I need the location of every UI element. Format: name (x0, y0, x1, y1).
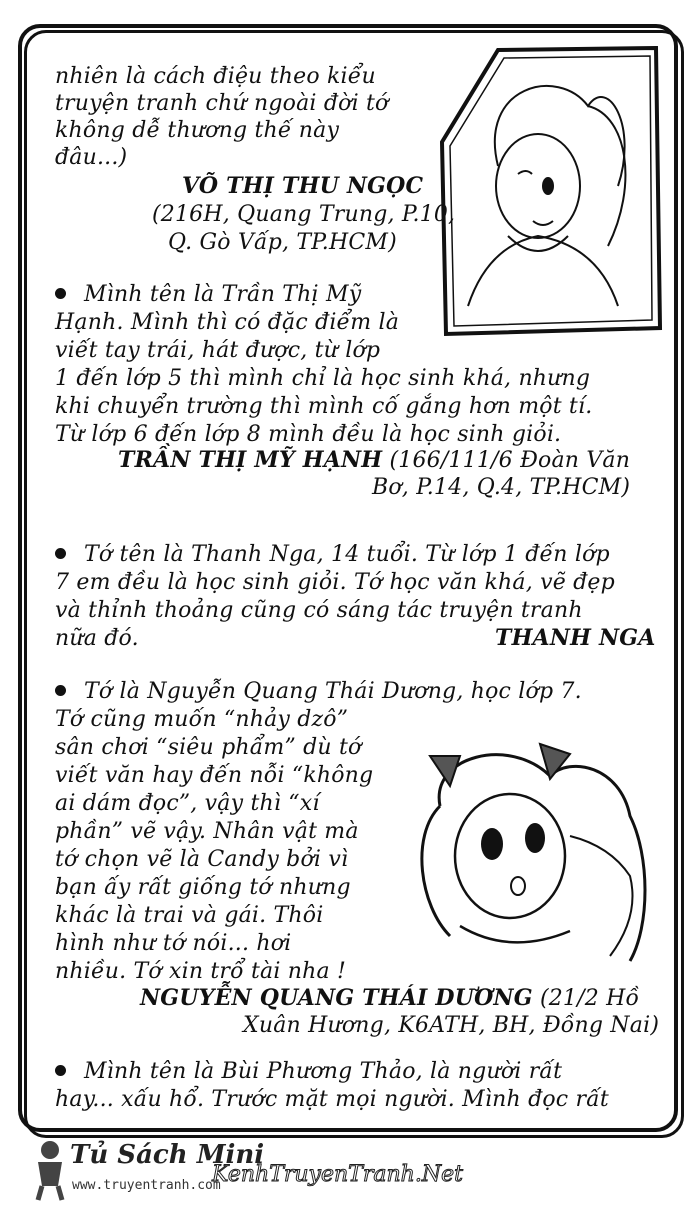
footer-site: www.truyentranh.com (72, 1178, 221, 1193)
p3-line-2: 7 em đều là học sinh giỏi. Tớ học văn khá, vẽ đẹp (55, 570, 615, 595)
p1-line-1: nhiên là cách điệu theo kiểu (55, 64, 376, 89)
p2-signature-line (118, 447, 630, 474)
p4-line-10: hình như tớ nói... hơi (55, 931, 292, 956)
p5-line-1-text: Mình tên là Bùi Phương Thảo, là người rất (84, 1059, 563, 1084)
bullet-icon (55, 1065, 66, 1076)
p4-signature-line (140, 985, 639, 1012)
mascot-icon (30, 1138, 70, 1202)
p4-line-11: nhiều. Tớ xin trổ tài nha ! (55, 959, 347, 984)
p5-line-1 (55, 1058, 562, 1085)
p3-line-1-text: Tớ tên là Thanh Nga, 14 tuổi. Từ lớp 1 đến lớp (84, 542, 610, 567)
p4-line-2: Tớ cũng muốn “nhảy dzô” (55, 707, 349, 732)
illustration-candy (400, 736, 660, 966)
p5-line-2: hay... xấu hổ. Trước mặt mọi người. Mình đọc rất (55, 1087, 609, 1112)
p3-signature: THANH NGA (495, 625, 656, 651)
p4-address-2: Xuân Hương, K6ATH, BH, Đồng Nai) (243, 1013, 660, 1038)
footer-watermark: KenhTruyenTranh.Net (212, 1162, 463, 1187)
p2-line-2: Hạnh. Mình thì có đặc điểm là (55, 310, 400, 335)
p1-line-3: không dễ thương thế này (55, 118, 340, 143)
p4-line-1-text: Tớ là Nguyễn Quang Thái Dương, học lớp 7. (84, 679, 582, 704)
p4-address-1: (21/2 Hồ (539, 986, 640, 1011)
p3-line-3: và thỉnh thoảng cũng có sáng tác truyện tranh (55, 598, 583, 623)
p3-line-1 (55, 541, 610, 568)
p1-signature: VÕ THỊ THU NGỌC (182, 173, 424, 199)
p2-address-2: Bơ, P.14, Q.4, TP.HCM) (372, 475, 631, 500)
p4-line-7: tớ chọn vẽ là Candy bởi vì (55, 847, 349, 872)
p1-address-2: Q. Gò Vấp, TP.HCM) (168, 230, 397, 255)
p2-line-1-text: Mình tên là Trần Thị Mỹ (84, 282, 362, 307)
p2-line-4: 1 đến lớp 5 thì mình chỉ là học sinh khá, nhưng (55, 366, 591, 391)
p2-signature: TRẦN THỊ MỸ HẠNH (118, 447, 383, 473)
p3-line-4: nữa đó. (55, 626, 139, 651)
bullet-icon (55, 288, 66, 299)
bullet-icon (55, 685, 66, 696)
p2-line-1 (55, 281, 361, 308)
p4-signature: NGUYỄN QUANG THÁI DƯƠNG (140, 985, 533, 1011)
p1-line-4: đâu...) (55, 145, 128, 170)
p2-line-5: khi chuyển trường thì mình cố gắng hơn một tí. (55, 394, 593, 419)
p4-line-6: phần” vẽ vậy. Nhân vật mà (55, 819, 359, 844)
p2-address-1: (166/111/6 Đoàn Văn (389, 448, 631, 473)
p4-line-3: sân chơi “siêu phẩm” dù tớ (55, 735, 362, 760)
p1-line-2: truyện tranh chứ ngoài đời tớ (55, 91, 389, 116)
p4-line-5: ai dám đọc”, vậy thì “xí (55, 791, 320, 816)
illustration-girl-ponytail (438, 46, 664, 338)
p4-line-9: khác là trai và gái. Thôi (55, 903, 324, 928)
footer (0, 1134, 700, 1206)
p4-line-1 (55, 678, 582, 705)
p2-line-6: Từ lớp 6 đến lớp 8 mình đều là học sinh giỏi. (55, 422, 562, 447)
p2-line-3: viết tay trái, hát được, từ lớp (55, 338, 381, 363)
footer-brand: Tủ Sách Mini (70, 1140, 265, 1170)
p4-line-4: viết văn hay đến nỗi “không (55, 763, 374, 788)
p1-address-1: (216H, Quang Trung, P.10, (152, 202, 456, 227)
p4-line-8: bạn ấy rất giống tớ nhưng (55, 875, 351, 900)
bullet-icon (55, 548, 66, 559)
